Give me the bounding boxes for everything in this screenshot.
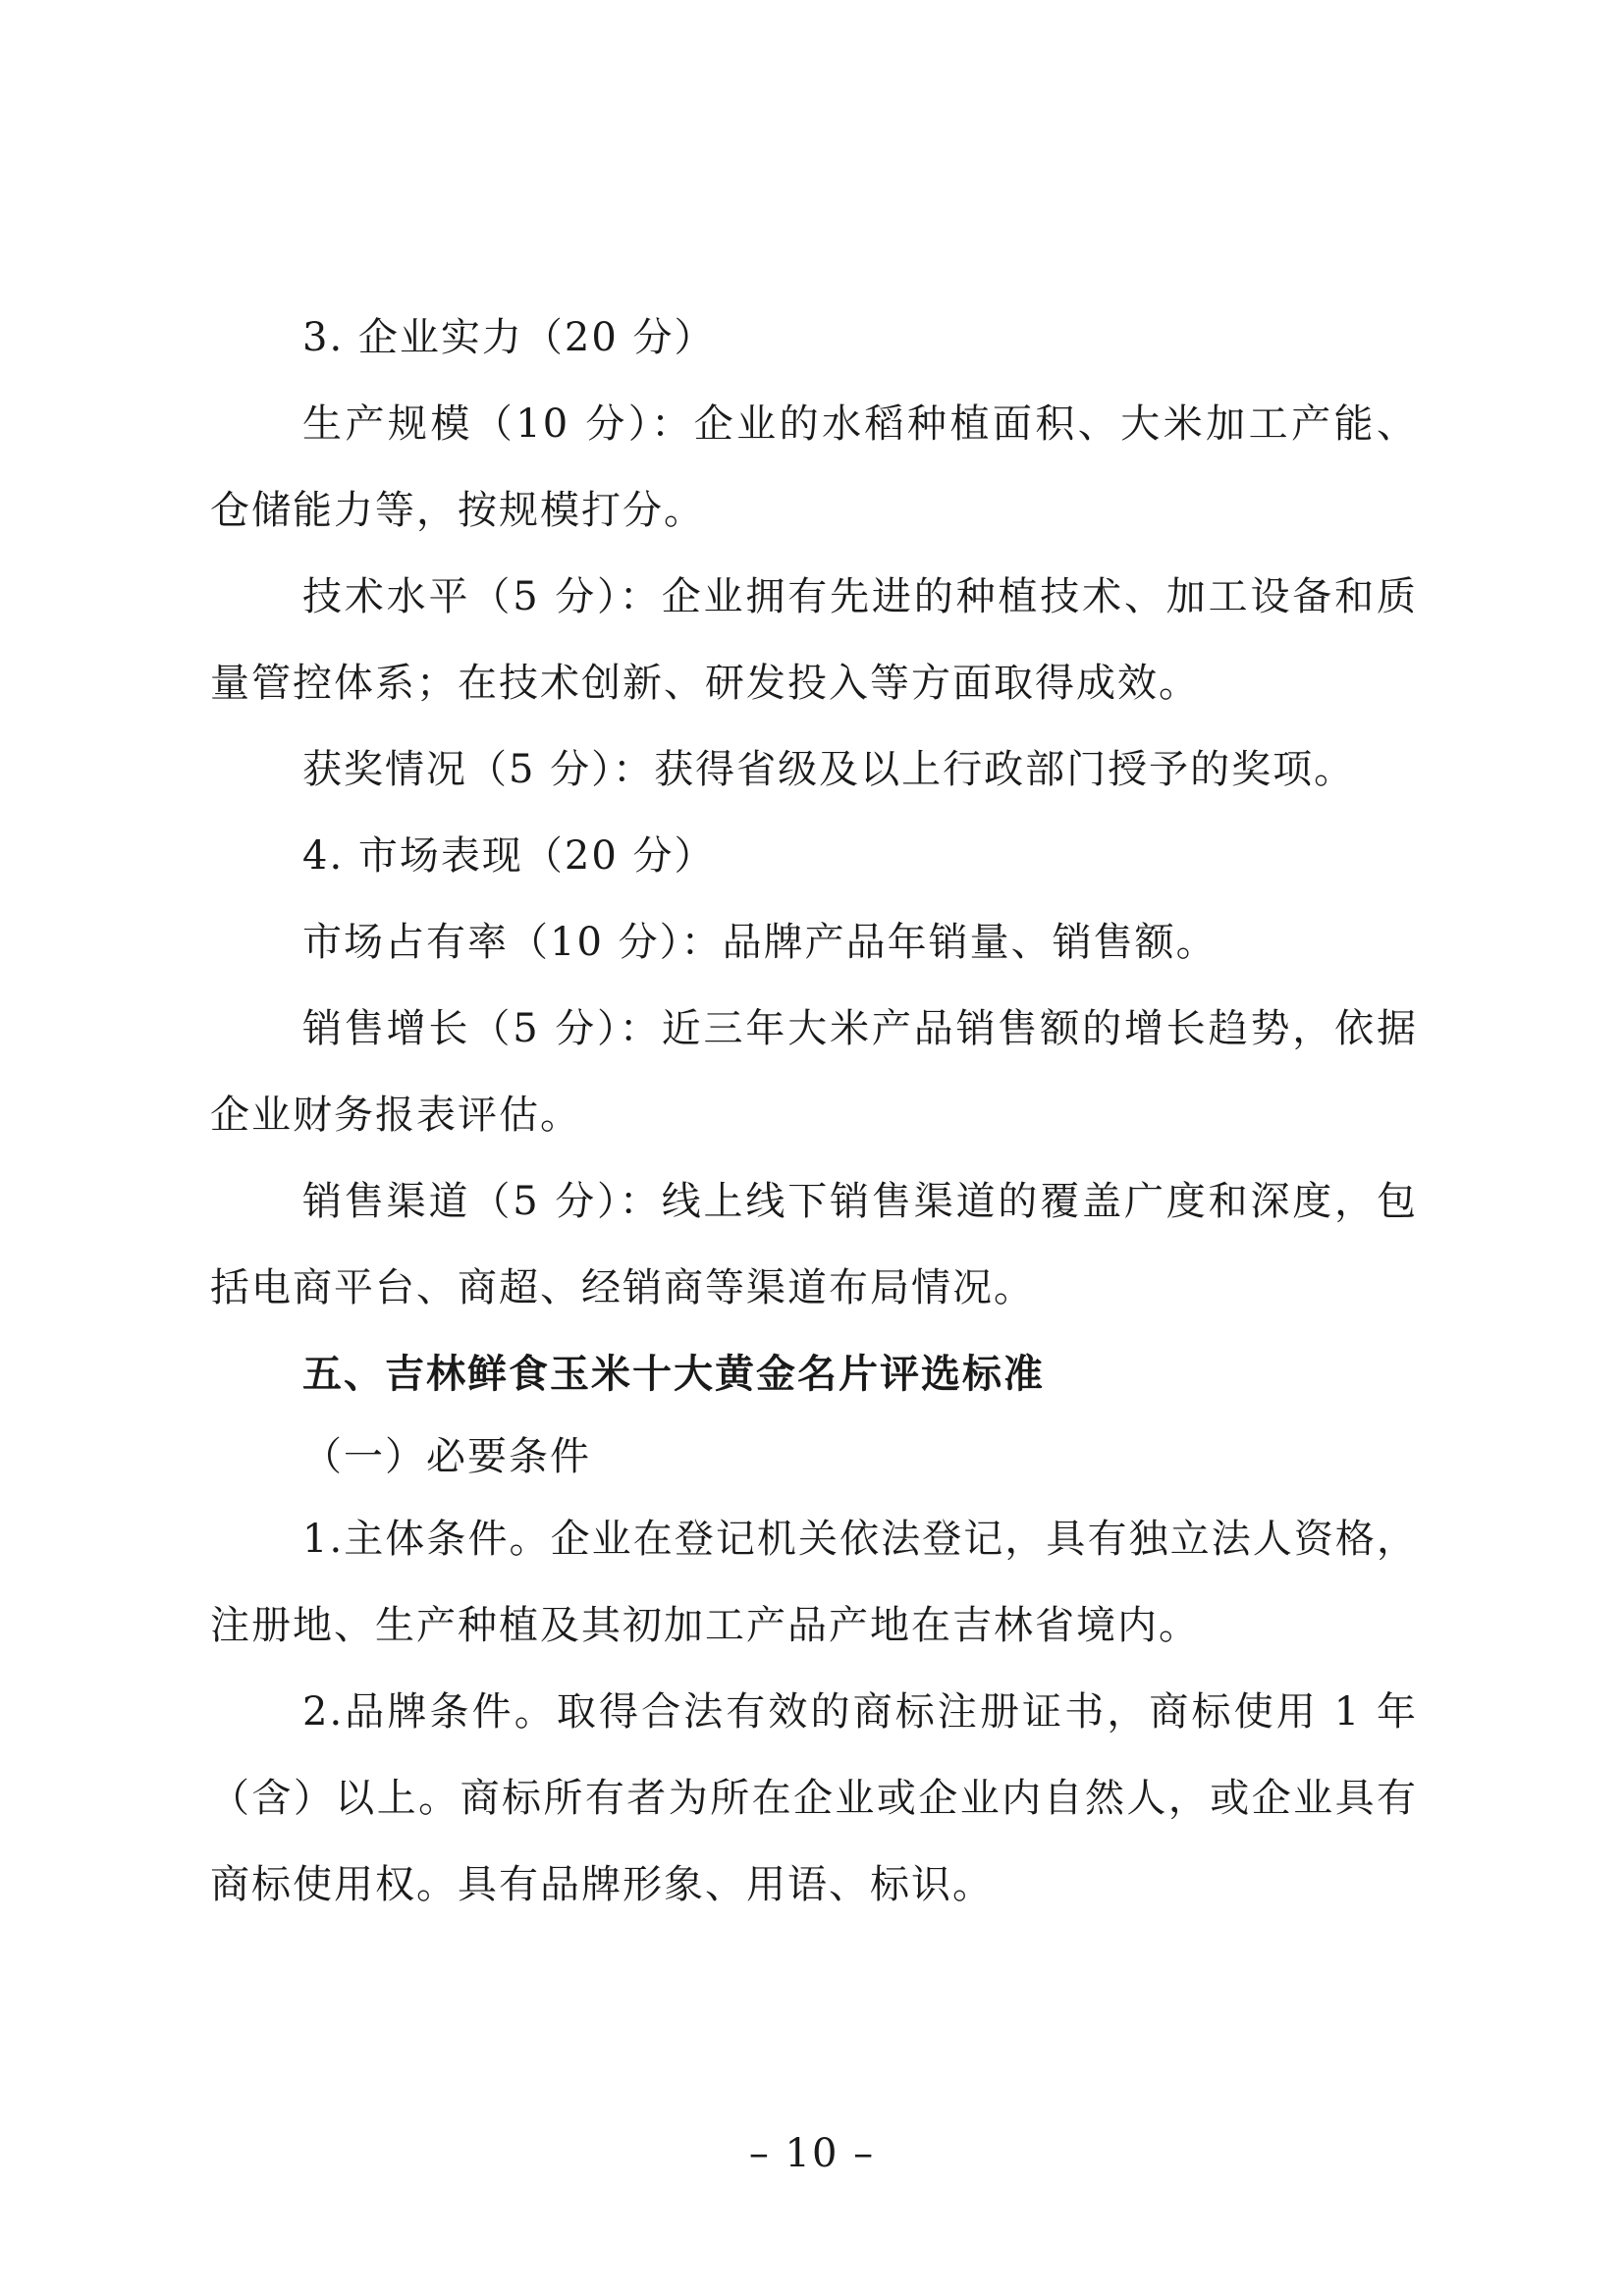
- section-enterprise-strength: 3. 企业实力（20 分）: [302, 315, 716, 360]
- section-market-performance: 4. 市场表现（20 分）: [302, 833, 716, 879]
- item-sales-growth: 销售增长（5 分）：近三年大米产品销售额的增长趋势，依据企业财务报表评估。: [210, 1006, 1418, 1138]
- item-awards: 获奖情况（5 分）：获得省级及以上行政部门授予的奖项。: [302, 747, 1356, 792]
- document-body: [210, 294, 1418, 1928]
- item-technical-level: 技术水平（5 分）：企业拥有先进的种植技术、加工设备和质量管控体系；在技术创新、研发投入等方面取得成效。: [210, 574, 1418, 706]
- item-sales-channels: 销售渠道（5 分）：线上线下销售渠道的覆盖广度和深度，包括电商平台、商超、经销商等渠道布局情况。: [210, 1179, 1418, 1310]
- item-brand-conditions: 2.品牌条件。取得合法有效的商标注册证书，商标使用 1 年（含）以上。商标所有者为所在企业或企业内自然人，或企业具有商标使用权。具有品牌形象、用语、标识。: [210, 1689, 1418, 1907]
- page-number: – 10 –: [748, 2131, 876, 2176]
- item-production-scale: 生产规模（10 分）：企业的水稻种植面积、大米加工产能、仓储能力等，按规模打分。: [210, 401, 1418, 533]
- item-market-share: 市场占有率（10 分）：品牌产品年销量、销售额。: [302, 920, 1218, 965]
- subsection-requirements: （一）必要条件: [302, 1434, 591, 1479]
- item-entity-conditions: 1.主体条件。企业在登记机关依法登记，具有独立法人资格，注册地、生产种植及其初加工产品产地在吉林省境内。: [210, 1517, 1418, 1648]
- section-heading-corn: 五、吉林鲜食玉米十大黄金名片评选标准: [302, 1352, 1045, 1397]
